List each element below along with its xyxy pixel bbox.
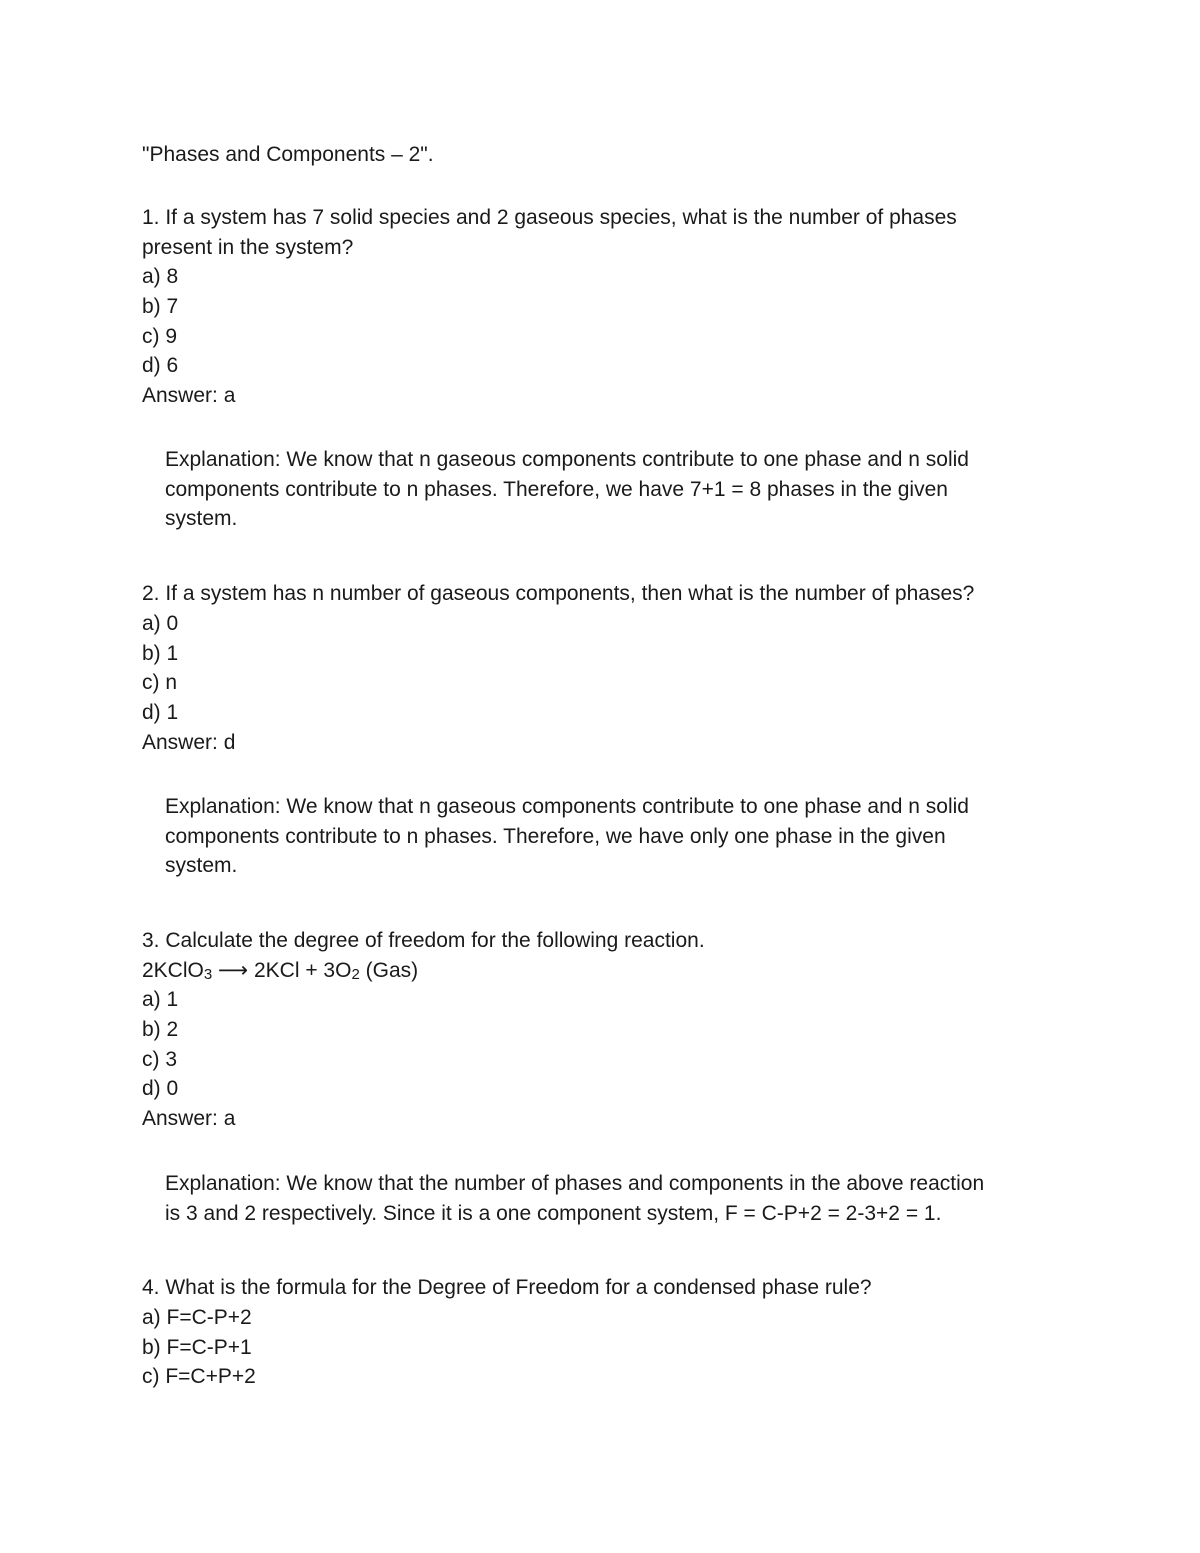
question-3-option-a: a) 1	[142, 988, 179, 1011]
equation-subscript: 3	[203, 966, 213, 983]
question-1-option-d: d) 6	[142, 354, 179, 377]
question-4-option-b: b) F=C-P+1	[142, 1336, 252, 1359]
question-2-option-d: d) 1	[142, 701, 179, 724]
question-2-text: 2. If a system has n number of gaseous components, then what is the number of phases?	[142, 582, 975, 605]
document-title: "Phases and Components – 2".	[142, 143, 434, 166]
equation-products: ⟶ 2KCl + 3O	[212, 959, 352, 982]
question-1-answer: Answer: a	[142, 384, 236, 407]
question-4-text: 4. What is the formula for the Degree of Freedom for a condensed phase rule?	[142, 1276, 872, 1299]
equation-reactant: 2KClO	[142, 959, 204, 982]
question-2-option-c: c) n	[142, 671, 178, 694]
question-1-explanation-line: Explanation: We know that n gaseous components contribute to one phase and n solid	[165, 448, 969, 471]
question-3-option-d: d) 0	[142, 1077, 179, 1100]
question-3-option-c: c) 3	[142, 1048, 178, 1071]
question-1-option-c: c) 9	[142, 325, 178, 348]
question-2-option-a: a) 0	[142, 612, 179, 635]
question-1-option-a: a) 8	[142, 265, 179, 288]
equation-subscript: 2	[351, 966, 360, 983]
question-1-option-b: b) 7	[142, 295, 179, 318]
question-1-text: 1. If a system has 7 solid species and 2 gaseous species, what is the number of phases	[142, 206, 957, 229]
question-1-explanation-line: system.	[165, 507, 238, 530]
question-3-explanation-line: is 3 and 2 respectively. Since it is a one component system, F = C-P+2 = 2-3+2 = 1.	[165, 1202, 942, 1225]
question-2-explanation-line: system.	[165, 854, 238, 877]
question-4-option-a: a) F=C-P+2	[142, 1306, 252, 1329]
equation-state: (Gas)	[359, 959, 419, 982]
question-2-explanation-line: Explanation: We know that n gaseous components contribute to one phase and n solid	[165, 795, 969, 818]
question-3-equation	[142, 956, 418, 986]
question-3-explanation-line: Explanation: We know that the number of phases and components in the above reaction	[165, 1172, 985, 1195]
question-2-answer: Answer: d	[142, 731, 236, 754]
question-3-answer: Answer: a	[142, 1107, 236, 1130]
question-2-option-b: b) 1	[142, 642, 179, 665]
question-1-explanation-line: components contribute to n phases. Therefore, we have 7+1 = 8 phases in the given	[165, 478, 948, 501]
question-1-text-cont: present in the system?	[142, 236, 354, 259]
question-3-option-b: b) 2	[142, 1018, 179, 1041]
question-3-text: 3. Calculate the degree of freedom for the following reaction.	[142, 929, 705, 952]
question-2-explanation-line: components contribute to n phases. Therefore, we have only one phase in the given	[165, 825, 946, 848]
question-4-option-c: c) F=C+P+2	[142, 1365, 256, 1388]
